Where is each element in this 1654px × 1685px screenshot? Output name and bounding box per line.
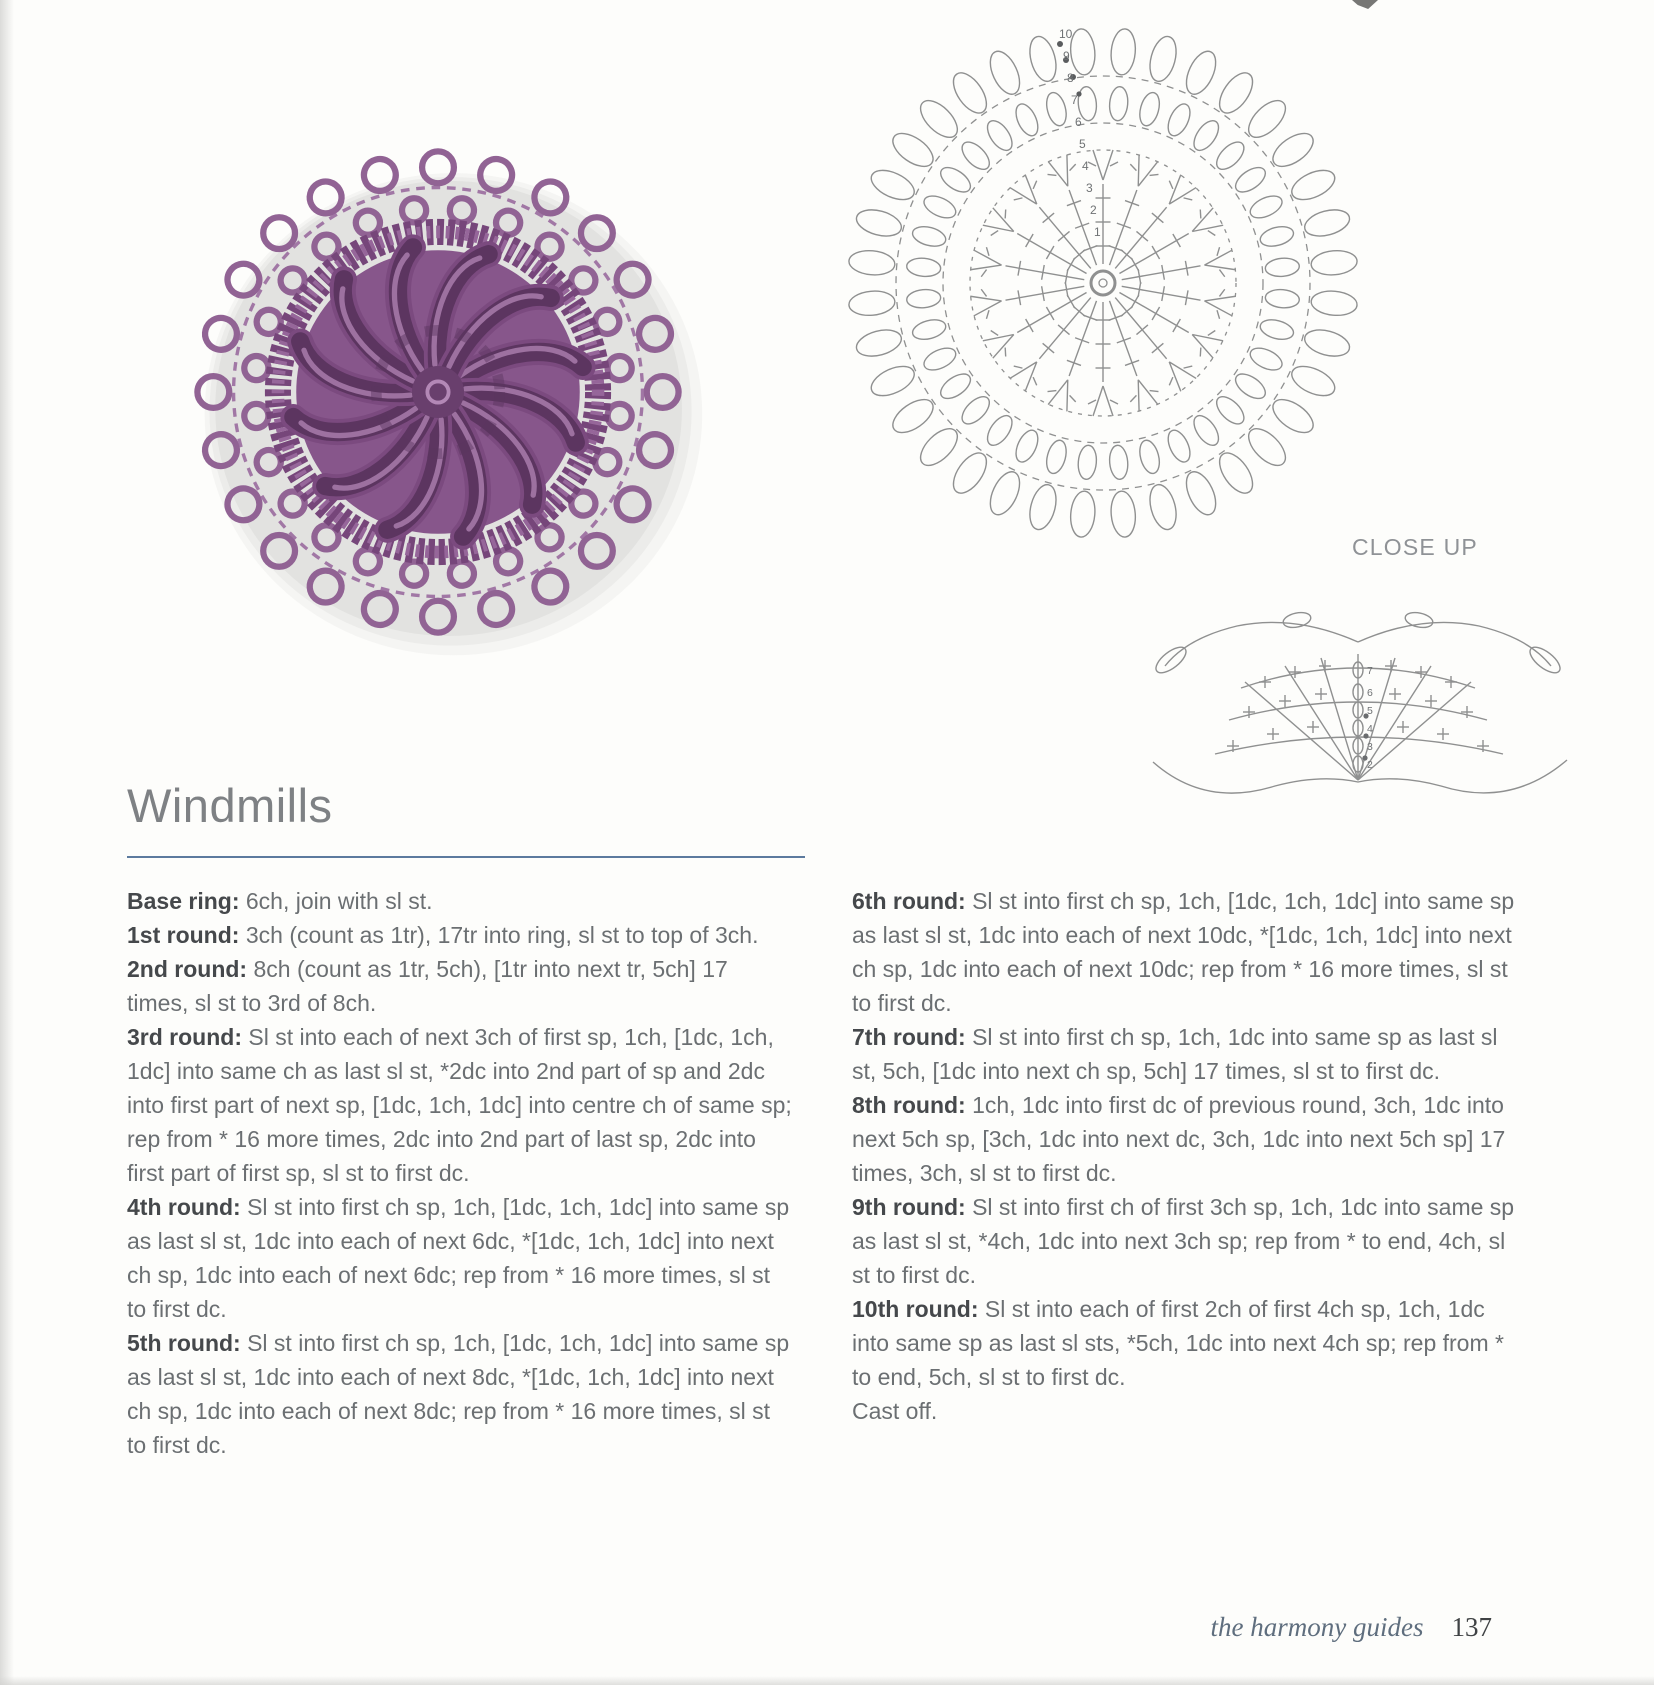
round-number: 2 — [1367, 759, 1373, 771]
instruction-label: 9th round: — [852, 1194, 966, 1220]
round-number: 7 — [1071, 93, 1078, 107]
round-number: 9 — [1063, 49, 1070, 63]
instruction-label: 6th round: — [852, 888, 966, 914]
round-number: 8 — [1067, 71, 1074, 85]
round-number: 3 — [1367, 741, 1373, 753]
round-number: 5 — [1367, 705, 1373, 717]
instruction-text: Sl st into first ch sp, 1ch, [1dc, 1ch, 1dc] into same sp as last sl st, 1dc into each of next 10dc, *[1dc, 1ch, 1dc] into next ch sp, 1dc into each of next 10dc; rep from * 16 more times, sl st to first dc. — [852, 888, 1515, 1016]
instruction-round-7 — [852, 1020, 1524, 1088]
instruction-round-9 — [852, 1190, 1524, 1292]
instruction-round-10 — [852, 1292, 1524, 1394]
round-number: 6 — [1367, 687, 1373, 699]
scan-edge-bottom — [0, 1676, 1654, 1685]
instruction-label: 1st round: — [127, 922, 240, 948]
instruction-label: 3rd round: — [127, 1024, 242, 1050]
instruction-text: Sl st into first ch sp, 1ch, 1dc into same sp as last sl st, 5ch, [1dc into next ch sp, 5ch] 17 times, sl st to first dc. — [852, 1024, 1498, 1084]
close-up-chart-diagram — [1145, 570, 1575, 815]
instruction-label: 8th round: — [852, 1092, 966, 1118]
round-number: 5 — [1079, 137, 1086, 151]
instruction-label: 2nd round: — [127, 956, 248, 982]
instruction-text: 8ch (count as 1tr, 5ch), [1tr into next tr, 5ch] 17 times, sl st to 3rd of 8ch. — [127, 956, 728, 1016]
instruction-round-1 — [127, 918, 795, 952]
instructions-left-column — [127, 884, 795, 1462]
page-title: Windmills — [127, 779, 333, 832]
instruction-round-8 — [852, 1088, 1524, 1190]
page-footer — [1211, 1612, 1492, 1643]
doily-illustration — [168, 122, 708, 662]
instruction-label: 4th round: — [127, 1194, 241, 1220]
instruction-label: 10th round: — [852, 1296, 979, 1322]
crochet-chart-diagram — [828, 8, 1378, 563]
chart-rings — [896, 76, 1310, 490]
instruction-text: Sl st into first ch sp, 1ch, [1dc, 1ch, 1dc] into same sp as last sl st, 1dc into each of next 6dc, *[1dc, 1ch, 1dc] into next ch sp, 1dc into each of next 6dc; rep from * 16 more times, sl st to first dc. — [127, 1194, 790, 1322]
instruction-text: Sl st into first ch sp, 1ch, [1dc, 1ch, 1dc] into same sp as last sl st, 1dc into each of next 8dc, *[1dc, 1ch, 1dc] into next ch sp, 1dc into each of next 8dc; rep from * 16 more times, sl st to first dc. — [127, 1330, 790, 1458]
round-number: 2 — [1090, 203, 1097, 217]
instruction-text: 1ch, 1dc into first dc of previous round, 3ch, 1dc into next 5ch sp, [3ch, 1dc into next dc, 3ch, 1dc into next 5ch sp] 17 times, 3ch, sl st to first dc. — [852, 1092, 1506, 1186]
instruction-text: Sl st into each of next 3ch of first sp, 1ch, [1dc, 1ch, 1dc] into same ch as last sl st, *2dc into 2nd part of sp and 2dc into first part of next sp, [1dc, 1ch, 1dc] into centre ch of same sp; rep from * 16 more times, 2dc into 2nd part of last sp, 2dc into first part of first sp, sl st to first dc. — [127, 1024, 792, 1186]
instruction-text: Sl st into first ch of first 3ch sp, 1ch, 1dc into same sp as last sl st, *4ch, 1dc into next 3ch sp; rep from * to end, 4ch, sl st to first dc. — [852, 1194, 1515, 1288]
cast-off-line: Cast off. — [852, 1398, 938, 1424]
chart-illustration — [828, 8, 1378, 558]
instruction-round-3 — [127, 1020, 795, 1190]
doily-pinwheel — [291, 245, 585, 539]
instruction-text: 3ch (count as 1tr), 17tr into ring, sl st to top of 3ch. — [245, 922, 759, 948]
round-number: 7 — [1367, 665, 1373, 677]
chart-wedges — [846, 28, 1360, 538]
closeup-round-numbers — [1367, 665, 1373, 771]
instruction-round-2 — [127, 952, 795, 1020]
instruction-base-ring — [127, 884, 795, 918]
crochet-photo — [168, 122, 708, 667]
instruction-round-4 — [127, 1190, 795, 1326]
instructions-right-column — [852, 884, 1524, 1428]
round-number: 6 — [1075, 115, 1082, 129]
instruction-round-5 — [127, 1326, 795, 1462]
book-title: the harmony guides — [1210, 1612, 1424, 1642]
instruction-text: 6ch, join with sl st. — [245, 888, 433, 914]
round-number: 4 — [1367, 723, 1373, 735]
page-number: 137 — [1451, 1612, 1492, 1642]
title-rule — [127, 856, 805, 858]
close-up-label: CLOSE UP — [1352, 534, 1478, 560]
round-number: 10 — [1059, 27, 1073, 41]
scan-edge-left — [0, 0, 14, 1685]
instruction-label: 5th round: — [127, 1330, 241, 1356]
instruction-label: Base ring: — [127, 888, 240, 914]
round-number: 3 — [1086, 181, 1093, 195]
instruction-text: Sl st into each of first 2ch of first 4ch sp, 1ch, 1dc into same sp as last sl sts, *5ch, 1dc into next 4ch sp; rep from * to end, 5ch, sl st to first dc. — [852, 1296, 1504, 1390]
closeup-chart-lines — [1152, 610, 1567, 793]
instruction-label: 7th round: — [852, 1024, 966, 1050]
instruction-round-6 — [852, 884, 1524, 1020]
round-number: 1 — [1094, 225, 1101, 239]
closeup-illustration — [1145, 570, 1575, 810]
round-number: 4 — [1082, 159, 1089, 173]
